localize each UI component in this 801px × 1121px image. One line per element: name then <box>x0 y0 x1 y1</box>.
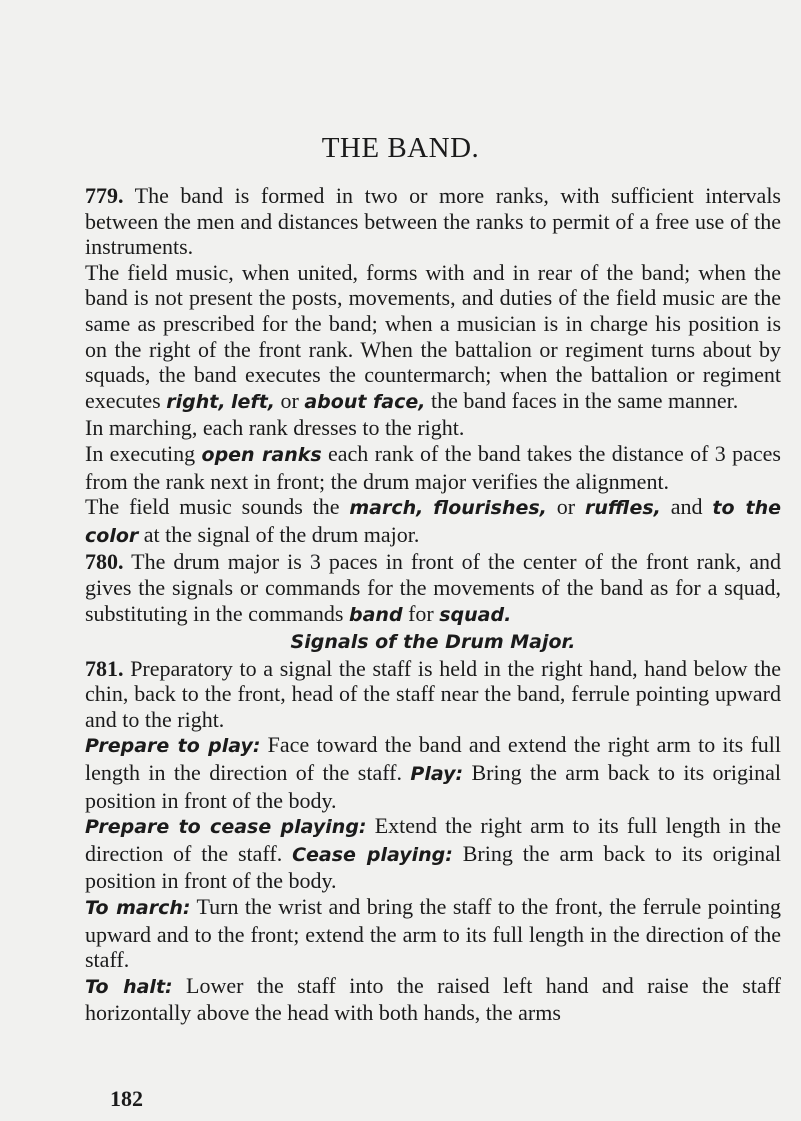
paragraph-text: The band is formed in two or more ranks, with sufficient intervals between the men and distances between the ranks to permit of a free use of the instruments. <box>85 183 781 260</box>
paragraph-text: for <box>402 600 440 626</box>
italic-term: right, <box>166 390 226 413</box>
paragraph-number: 779. <box>85 183 124 208</box>
paragraph-text: and <box>660 494 713 520</box>
paragraph-text: each rank of the band takes the distance of 3 paces from the rank next in front; the drum major verifies the alignment. <box>85 440 781 494</box>
paragraph-text: In executing <box>85 440 202 466</box>
paragraph-text: Lower the staff into the raised left hand and raise the staff horizontally above the head with both hands, the arms <box>85 972 781 1026</box>
paragraph-number: 780. <box>85 549 124 575</box>
paragraph-text: the band faces in the same manner. <box>425 387 739 413</box>
italic-term: flourishes, <box>433 497 547 520</box>
italic-term: about face, <box>304 390 426 413</box>
paragraph-text: The field music, when united, forms with and in rear of the band; when the band is not present the posts, movements, and duties of the field music are the same as prescribed for the band; when a musician is in charge his position is on the right of the front rank. When the battalion or regiment turns about by squads, the band executes the countermarch; when the battalion or regiment executes <box>85 259 781 413</box>
italic-term: ruffles, <box>584 497 661 520</box>
paragraph-text: In marching, each rank dresses to the right. <box>85 415 465 441</box>
paragraph-to-march <box>85 894 781 973</box>
italic-term: Prepare to cease playing: <box>85 816 367 839</box>
section-subheading <box>85 628 781 656</box>
paragraph-text: or <box>275 387 305 413</box>
italic-term: open ranks <box>201 443 322 466</box>
italic-term: Cease playing: <box>292 843 453 866</box>
italic-term: band <box>349 603 403 626</box>
paragraph-prepare-to-cease <box>85 813 781 894</box>
italic-term: to the color <box>85 497 781 547</box>
paragraph-open-ranks <box>85 441 781 494</box>
paragraph-779 <box>85 183 781 260</box>
paragraph-number: 781. <box>85 655 124 681</box>
paragraph-field-music <box>85 260 781 416</box>
italic-term: left, <box>231 390 276 413</box>
subheading-text: Signals of the Drum Major. <box>290 631 576 654</box>
paragraph-text: Turn the wrist and bring the staff to the front, the ferrule pointing upward and to the front; extend the arm to its full length in the direction of the staff. <box>85 894 781 973</box>
paragraph-text: Extend the right arm to its full length in the direction of the staff. <box>85 813 781 866</box>
italic-term: To halt: <box>85 975 173 998</box>
paragraph-text: The field music sounds the <box>85 494 350 520</box>
paragraph-field-music-sounds <box>85 494 781 549</box>
paragraph-to-halt <box>85 973 781 1026</box>
paragraph-text: Preparatory to a signal the staff is held in the right hand, hand below the chin, back to the front, head of the staff near the band, ferrule pointing upward and to the right. <box>85 655 782 732</box>
italic-term: To march: <box>85 897 191 920</box>
body-text <box>85 183 781 1026</box>
paragraph-prepare-to-play <box>85 732 781 813</box>
italic-term: Play: <box>410 763 464 786</box>
page-number: 182 <box>110 1086 143 1111</box>
paragraph-text: or <box>546 494 585 520</box>
page-title: THE BAND. <box>321 132 480 164</box>
paragraph-781 <box>85 656 781 733</box>
paragraph-780 <box>85 549 781 628</box>
paragraph-text: Bring the arm back to its original position in front of the body. <box>85 760 781 813</box>
paragraph-text: Face toward the band and extend the right arm to its full length in the direction of the staff. <box>85 732 782 786</box>
paragraph-text: The drum major is 3 paces in front of the center of the front rank, and gives the signals or commands for the movements of the band as for a squad, substituting in the commands <box>85 549 781 626</box>
paragraph-marching <box>85 415 781 441</box>
italic-term: squad. <box>439 603 512 626</box>
paragraph-text: at the signal of the drum major. <box>138 521 420 547</box>
paragraph-text: Bring the arm back to its original position in front of the body. <box>85 840 781 894</box>
italic-term: march, <box>349 497 424 520</box>
italic-term: Prepare to play: <box>85 735 261 758</box>
